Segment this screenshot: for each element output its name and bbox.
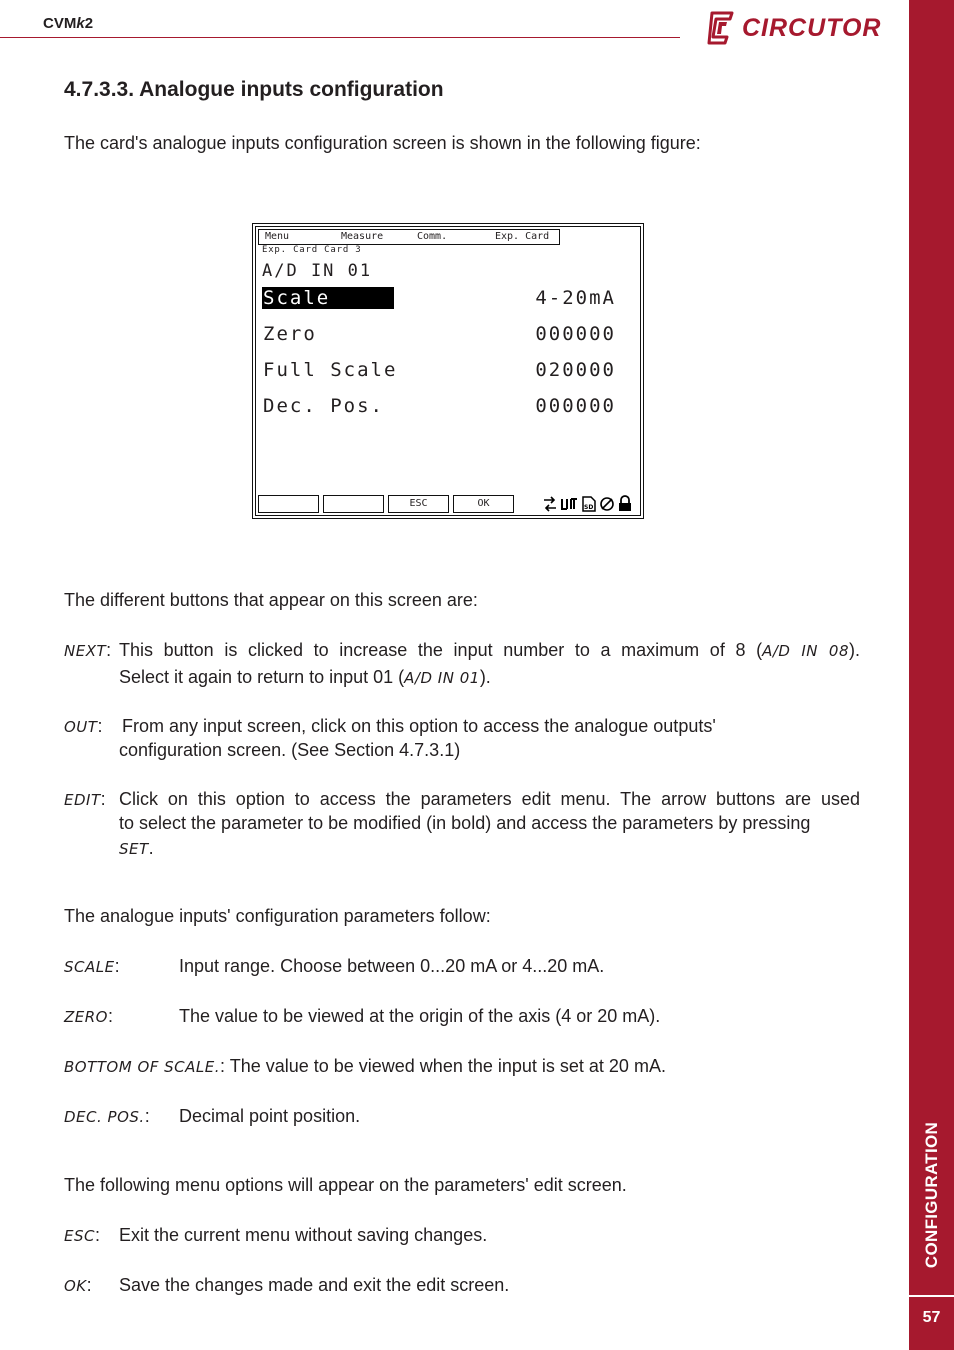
keyword-out: OUT xyxy=(64,718,98,736)
screen-row-label: Full Scale xyxy=(263,359,398,381)
sidebar-section-label: CONFIGURATION xyxy=(922,1121,941,1269)
button-description-out: OUT: From any input screen, click on this option to access the analogue outputs' configuration screen. (See Section 4.7.3.1) xyxy=(64,716,716,760)
screen-softkey-ok: OK xyxy=(453,495,514,513)
no-alarm-icon xyxy=(599,496,615,512)
screen-breadcrumb: Exp. Card Card 3 xyxy=(262,245,362,255)
lock-icon xyxy=(618,495,632,512)
edit-intro: The following menu options will appear on the parameters' edit screen. xyxy=(64,1175,627,1195)
button-description-next: NEXT: This button is clicked to increase the input number to a maximum of 8 (A/D IN 08). Select it again to return to input 01 (A/D IN 01). xyxy=(64,640,860,687)
header-rule xyxy=(0,37,680,38)
screen-menu-item-comm: Comm. xyxy=(417,231,448,242)
screen-row-scale xyxy=(262,287,616,311)
screen-row-value: 000000 xyxy=(535,395,616,417)
screen-softkey-1 xyxy=(258,495,319,513)
page-number: 57 xyxy=(922,1309,941,1326)
screen-status-icons xyxy=(542,495,632,512)
screen-row-value: 020000 xyxy=(535,359,616,381)
screen-row-label: Scale xyxy=(262,287,394,309)
button-description-edit: EDIT: Click on this option to access the parameters edit menu. The arrow buttons are used to select the parameter to be modified (in bold) and access the parameters by pressing SET. xyxy=(64,789,860,858)
screen-menu-item-measure: Measure xyxy=(341,231,384,242)
screen-softkey-bar xyxy=(258,495,518,513)
plug-icon xyxy=(561,496,579,512)
screen-row-label: Dec. Pos. xyxy=(263,395,384,417)
device-screen-figure xyxy=(252,223,644,519)
keyword-edit: EDIT xyxy=(64,791,101,809)
screen-row-dec-pos xyxy=(262,395,616,419)
network-icon xyxy=(542,496,558,512)
screen-heading: A/D IN 01 xyxy=(262,261,373,281)
circutor-logo-icon xyxy=(706,11,736,45)
intro-paragraph: The card's analogue inputs configuration screen is shown in the following figure: xyxy=(64,133,701,153)
screen-menu-item-menu: Menu xyxy=(265,231,290,242)
screen-menu-item-exp-card: Exp. Card xyxy=(495,231,550,242)
screen-menu-bar xyxy=(258,229,560,245)
screen-row-value: 000000 xyxy=(535,323,616,345)
screen-softkey-2 xyxy=(323,495,384,513)
brand-name: CIRCUTOR xyxy=(742,13,882,42)
sidebar-divider xyxy=(909,1295,954,1297)
keyword-next: NEXT xyxy=(64,642,107,660)
section-title: 4.7.3.3. Analogue inputs configuration xyxy=(64,78,444,101)
document-title: CVMk2 xyxy=(43,15,94,32)
brand-logo xyxy=(706,10,881,46)
params-intro: The analogue inputs' configuration parameters follow: xyxy=(64,906,491,926)
screen-row-value: 4-20mA xyxy=(535,287,616,309)
screen-row-full-scale xyxy=(262,359,616,383)
buttons-intro: The different buttons that appear on this screen are: xyxy=(64,590,478,610)
svg-text:SD: SD xyxy=(584,504,594,511)
screen-row-label: Zero xyxy=(263,323,317,345)
sd-card-icon xyxy=(582,496,596,512)
screen-row-zero xyxy=(262,323,616,347)
screen-softkey-esc: ESC xyxy=(388,495,449,513)
